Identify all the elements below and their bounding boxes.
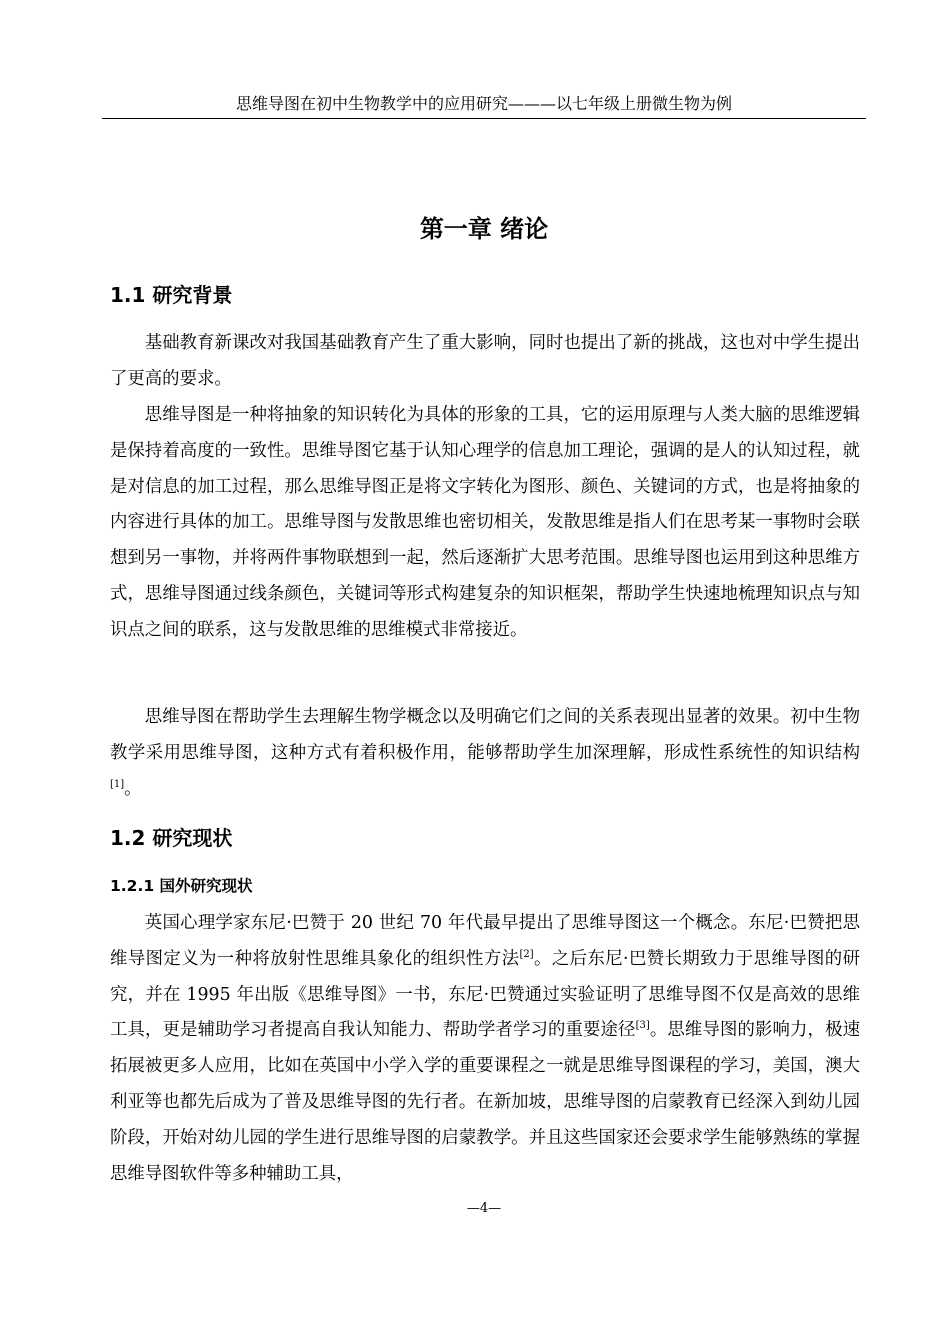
running-header: 思维导图在初中生物教学中的应用研究———以七年级上册微生物为例 (102, 92, 866, 119)
section-heading-1-2: 1.2 研究现状 (110, 826, 233, 850)
paragraph-text-end: 。 (124, 778, 142, 799)
paragraph-1-1-b: 思维导图是一种将抽象的知识转化为具体的形象的工具，它的运用原理与人类大脑的思维逻辑是保持着高度的一致性。思维导图它基于认知心理学的信息加工理论，强调的是人的认知过程，就是对信息的加工过程，那么思维导图正是将文字转化为图形、颜色、关键词的方式，也是将抽象的内容进行具体的加工。思维导图与发散思维也密切相关，发散思维是指人们在思考某一事物时会联想到另一事物，并将两件事物联想到一起，然后逐渐扩大思考范围。思维导图也运用到这种思维方式，思维导图通过线条颜色，关键词等形式构建复杂的知识框架，帮助学生快速地梳理知识点与知识点之间的联系，这与发散思维的思维模式非常接近。 (110, 405, 860, 640)
paragraph-segment-3: 。思维导图的影响力，极速拓展被更多人应用，比如在英国中小学入学的重要课程之一就是思维导图课程的学习，美国，澳大利亚等也都先后成为了普及思维导图的先行者。在新加坡，思维导图的启蒙教育已经深入到幼儿园阶段，开始对幼儿园的学生进行思维导图的启蒙教学。并且这些国家还会要求学生能够熟练的掌握思维导图软件等多种辅助工具， (110, 1020, 860, 1184)
paragraph-text: 思维导图在帮助学生去理解生物学概念以及明确它们之间的关系表现出显著的效果。初中生物教学采用思维导图，这种方式有着积极作用，能够帮助学生加深理解，形成性系统性的知识结构 (110, 707, 860, 763)
subsection-heading-1-2-1: 1.2.1 国外研究现状 (110, 877, 253, 895)
citation-ref-3: [3] (635, 1020, 650, 1032)
paragraph-segment-2: 。之后东尼·巴赞长期致力于思维导图的研究，并在 1995 年出版《思维导图》一书，东尼·巴赞通过实验证明了思维导图不仅是高效的思维工具，更是辅助学习者提高自我认知能力、帮助学者学习的重要途径 (110, 948, 860, 1041)
citation-ref-2: [2] (519, 948, 534, 960)
section-heading-1-1: 1.1 研究背景 (110, 283, 233, 307)
paragraph-1-2-1 (110, 906, 860, 1192)
citation-ref-1: [1] (110, 778, 125, 790)
paragraph-1-1-a: 基础教育新课改对我国基础教育产生了重大影响，同时也提出了新的挑战，这也对中学生提出了更高的要求。 (110, 333, 860, 389)
page-number: —4— (466, 1201, 502, 1216)
paragraph-segment-1: 英国心理学家东尼·巴赞于 20 世纪 70 年代最早提出了思维导图这一个概念。东尼·巴赞把思维导图定义为一种将放射性思维具象化的组织性方法 (110, 913, 860, 969)
paragraph-1-1-c (110, 700, 860, 807)
chapter-title: 第一章 绪论 (419, 215, 549, 243)
